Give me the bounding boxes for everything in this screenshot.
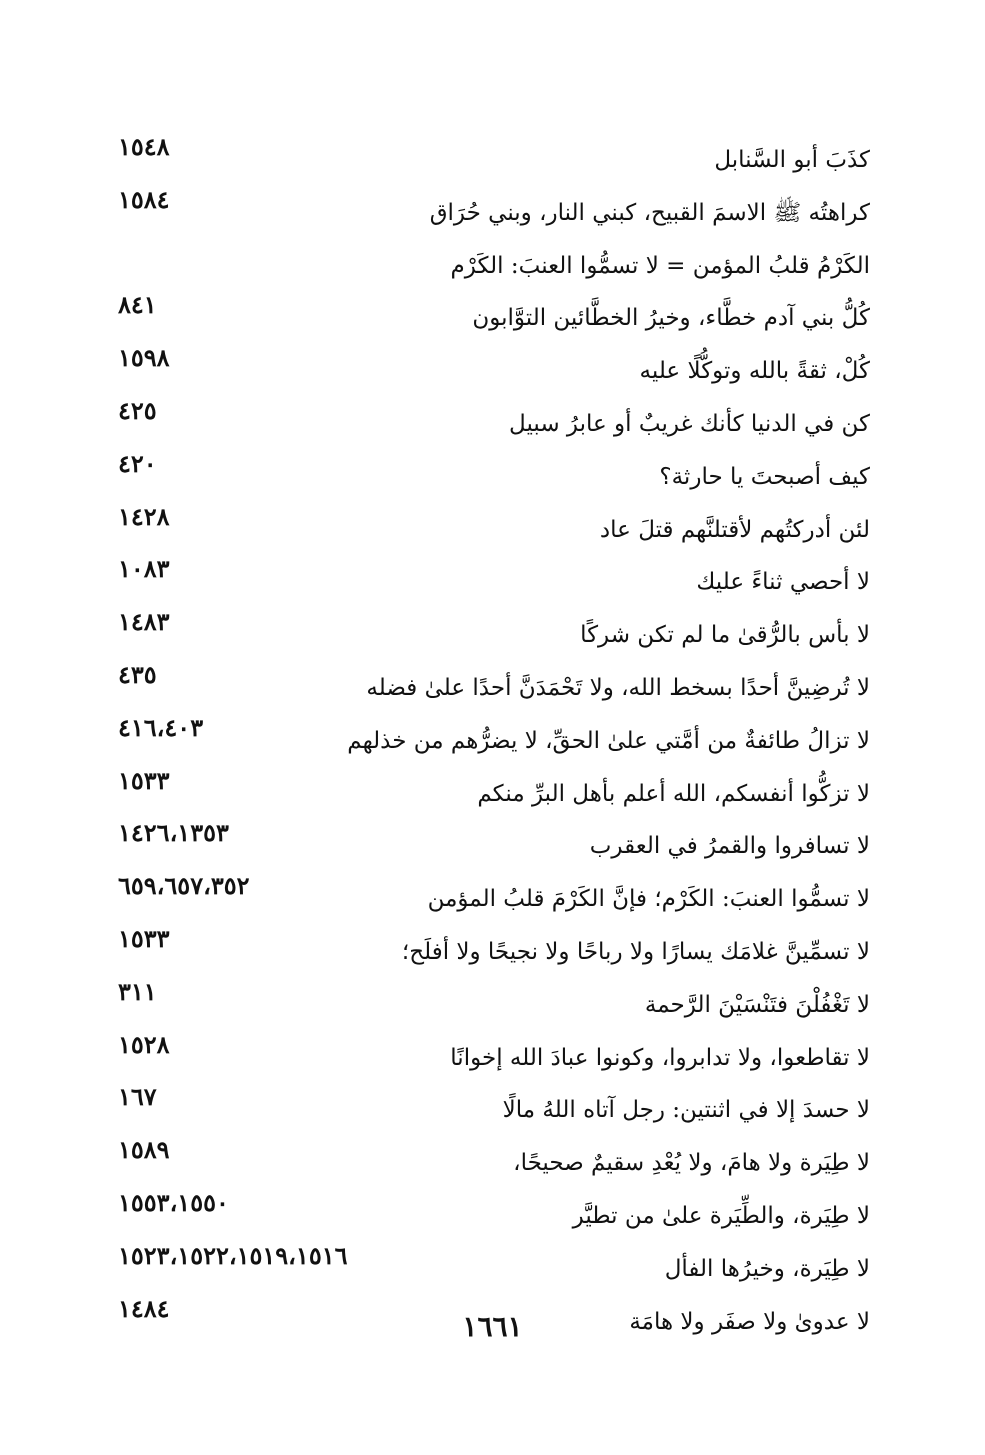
entry-page-refs: ٦٥٩،٦٥٧،٣٥٢: [118, 871, 250, 901]
entry-page-refs: ١٥٢٨: [118, 1029, 170, 1059]
entry-page-refs: ١٥٥٣،١٥٥٠: [118, 1187, 229, 1217]
entry-page-refs: ١٤٨٤: [118, 1293, 170, 1323]
index-entry: [110, 1082, 880, 1135]
index-entry: [110, 396, 880, 449]
entry-page-refs: ١٥٩٨: [118, 343, 170, 373]
entry-page-refs: ١٤٨٣: [118, 607, 170, 637]
entry-text: لا تسافروا والقمرُ في العقرب: [589, 833, 870, 860]
entry-text: لا حسدَ إلا في اثنتين: رجل آتاه اللهُ مالًا: [502, 1097, 870, 1124]
entry-page-refs: ١٥٣٣: [118, 923, 170, 953]
index-entry: [110, 1135, 880, 1188]
entry-page-refs: ١٥٢٣،١٥٢٢،١٥١٩،١٥١٦: [118, 1240, 348, 1270]
index-entry: [110, 343, 880, 396]
entry-text: لا تزالُ طائفةٌ من أمَّتي علىٰ الحقِّ، لا يضرُّهم من خذلهم: [347, 727, 870, 754]
entry-page-refs: ٤٢٥: [118, 395, 157, 425]
entry-page-refs: ١٤٢٦،١٣٥٣: [118, 818, 229, 848]
entry-text: لا عدوىٰ ولا صفَر ولا هامَة: [629, 1308, 870, 1335]
index-entry: [110, 660, 880, 713]
entry-page-refs: ٤٢٠: [118, 448, 157, 478]
entry-page-refs: ١٥٤٨: [118, 132, 170, 161]
entry-text: لا بأس بالرُّقىٰ ما لم تكن شركًا: [580, 622, 870, 649]
entry-page-refs: ٤١٦،٤٠٣: [118, 712, 204, 742]
index-entry: [110, 871, 880, 924]
index-entry: [110, 1188, 880, 1241]
entry-text: لا تَغْفُلْنَ فتَنْسَيْنَ الرَّحمة: [644, 991, 870, 1018]
entry-text: لا طِيَرة، والطِّيَرة علىٰ من تطيَّر: [572, 1202, 870, 1229]
index-entry: [110, 1241, 880, 1294]
index-entry: [110, 290, 880, 343]
entry-page-refs: ١٤٢٨: [118, 501, 170, 531]
entry-text: لا تقاطعوا، ولا تدابروا، وكونوا عبادَ الله إخوانًا: [450, 1044, 870, 1071]
index-entry: [110, 766, 880, 819]
index-entry: [110, 924, 880, 977]
page-number: ١٦٦١: [462, 1310, 523, 1343]
hadith-index-list: [110, 132, 880, 1346]
index-entry: [110, 132, 880, 185]
entry-page-refs: ١٥٣٣: [118, 765, 170, 795]
entry-page-refs: ١٥٨٩: [118, 1135, 170, 1165]
index-entry: [110, 502, 880, 555]
entry-page-refs: ١٠٨٣: [118, 554, 170, 584]
entry-text: لا تسمِّينَّ غلامَك يسارًا ولا رباحًا ولا نجيحًا ولا أفلَح؛: [401, 938, 870, 965]
entry-text: لا طِيَرة، وخيرُها الفأل: [664, 1255, 870, 1282]
index-entry: [110, 1030, 880, 1083]
entry-text: لئن أدركتُهم لأقتلنَّهم قتلَ عاد: [599, 516, 870, 543]
entry-text: كيف أصبحتَ يا حارثة؟: [659, 463, 870, 490]
index-entry: [110, 554, 880, 607]
index-entry: [110, 449, 880, 502]
entry-page-refs: ١٥٨٤: [118, 184, 170, 214]
index-entry: [110, 607, 880, 660]
entry-page-refs: ٤٣٥: [118, 659, 157, 689]
entry-text: الكَرْمُ قلبُ المؤمن = لا تسمُّوا العنبَ: الكَرْم: [450, 252, 870, 279]
entry-text: لا تُرضِينَّ أحدًا بسخط الله، ولا تَحْمَدَنَّ أحدًا علىٰ فضله: [366, 674, 870, 701]
entry-text: لا تزكُّوا أنفسكم، الله أعلم بأهل البرِّ منكم: [477, 780, 870, 807]
entry-text: كراهتُه ﷺ الاسمَ القبيح، كبني النار، وبني حُرَاق: [429, 199, 870, 226]
entry-text: كذَبَ أبو السَّنابل: [714, 147, 870, 173]
entry-text: لا تسمُّوا العنبَ: الكَرْم؛ فإنَّ الكَرْمَ قلبُ المؤمن: [427, 886, 870, 913]
entry-text: لا أحصي ثناءً عليك: [696, 569, 870, 596]
index-entry: [110, 238, 880, 291]
entry-page-refs: ٣١١: [118, 976, 157, 1006]
entry-page-refs: ١٦٧: [118, 1082, 157, 1112]
entry-page-refs: ٨٤١: [118, 290, 157, 320]
entry-text: كُلُّ بني آدم خطَّاء، وخيرُ الخطَّائين التوَّابون: [472, 305, 870, 332]
entry-text: كن في الدنيا كأنك غريبٌ أو عابرُ سبيل: [509, 410, 870, 437]
entry-text: كُلْ، ثقةً بالله وتوكُّلًا عليه: [639, 358, 870, 385]
index-entry: [110, 185, 880, 238]
index-entry: [110, 977, 880, 1030]
index-entry: [110, 818, 880, 871]
entry-text: لا طِيَرة ولا هامَ، ولا يُعْدِ سقيمٌ صحيحًا،: [513, 1150, 870, 1177]
index-entry: [110, 713, 880, 766]
